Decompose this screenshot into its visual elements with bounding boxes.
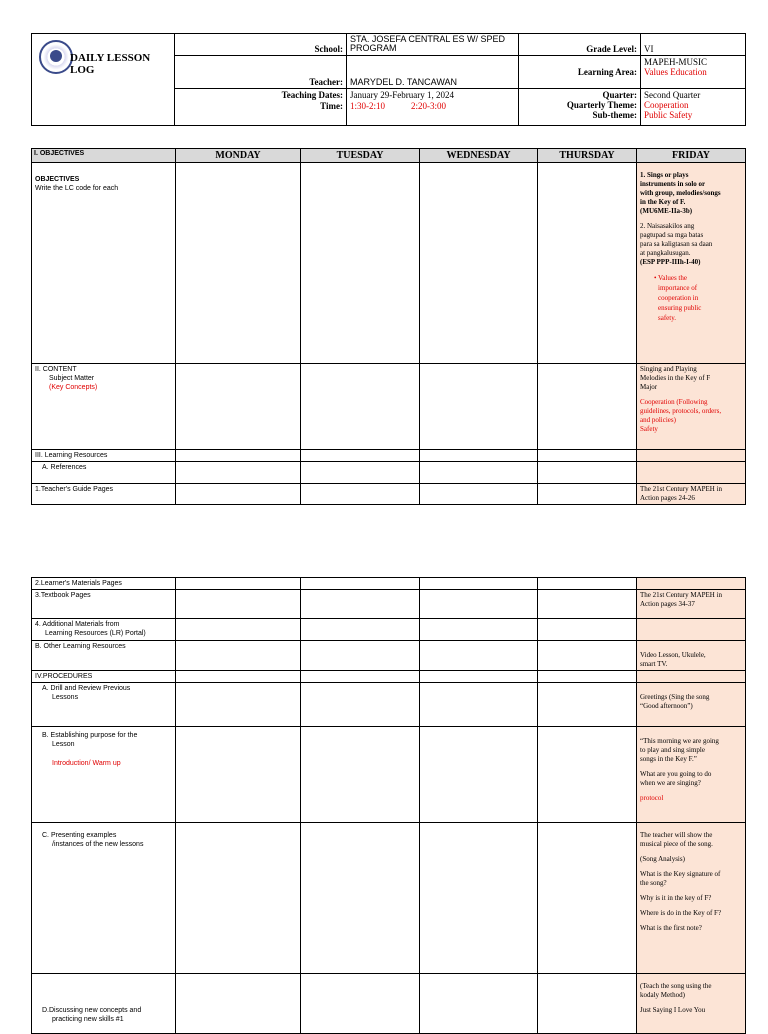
- other-resources-label: B. Other Learning Resources: [32, 641, 176, 671]
- friday-textbook-pages: The 21st Century MAPEH in Action pages 34-37: [637, 590, 746, 619]
- thursday-header: THURSDAY: [538, 149, 637, 163]
- friday-header: FRIDAY: [637, 149, 746, 163]
- school-value: STA. JOSEFA CENTRAL ES W/ SPED PROGRAM: [347, 34, 519, 56]
- objectives-label-cell: OBJECTIVES Write the LC code for each: [32, 163, 176, 364]
- lm-pages-label: 2.Learner's Materials Pages: [32, 578, 176, 590]
- tuesday-header: TUESDAY: [301, 149, 420, 163]
- grade-label: Grade Level:: [519, 34, 641, 56]
- dates-time-label: Teaching Dates: Time:: [175, 89, 347, 126]
- friday-other-resources: Video Lesson, Ukulele, smart TV.: [637, 641, 746, 671]
- logo-cell: [32, 34, 175, 126]
- discussing-concepts-label: D.Discussing new concepts and practicing new skills #1: [32, 974, 176, 1034]
- dates-time-value: January 29-February 1, 2024 1:30-2:10 2:20-3:00: [347, 89, 519, 126]
- wednesday-header: WEDNESDAY: [420, 149, 538, 163]
- document-title: DAILY LESSON LOG: [70, 52, 151, 76]
- friday-drill-review: Greetings (Sing the song “Good afternoon”): [637, 683, 746, 727]
- header-table: [31, 33, 746, 126]
- area-label: Learning Area:: [519, 56, 641, 89]
- presenting-examples-label: C. Presenting examples /instances of the new lessons: [32, 823, 176, 974]
- friday-discussing: (Teach the song using the kodaly Method) Just Saying I Love You: [637, 974, 746, 1034]
- area-value: MAPEH-MUSIC Values Education: [641, 56, 746, 89]
- monday-header: MONDAY: [176, 149, 301, 163]
- additional-materials-label: 4. Additional Materials from Learning Resources (LR) Portal): [32, 619, 176, 641]
- school-label: School:: [175, 34, 347, 56]
- drill-review-label: A. Drill and Review Previous Lessons: [32, 683, 176, 727]
- friday-presenting: The teacher will show the musical piece of the song. (Song Analysis) What is the Key signature of the song? Why is it in the key of F? Where is do in the Key of F? What is the first note?: [637, 823, 746, 974]
- friday-tg-pages: The 21st Century MAPEH in Action pages 24-26: [637, 484, 746, 505]
- content-label-cell: II. CONTENT Subject Matter (Key Concepts): [32, 364, 176, 450]
- lesson-table-page2: [31, 577, 746, 1034]
- textbook-pages-label: 3.Textbook Pages: [32, 590, 176, 619]
- purpose-label: B. Establishing purpose for the Lesson Introduction/ Warm up: [32, 727, 176, 823]
- friday-objectives: 1. Sings or plays instruments in solo or with group, melodies/songs in the Key of F. (MU6ME-IIa-3b) 2. Naisasakilos ang pagtupad sa mga batas para sa kaligtasan sa daan at pangkalusugan. (ESP PPP-IIIh-I-40) • Values the importance of cooperation in ensuring public safety.: [637, 163, 746, 364]
- objectives-header: I. OBJECTIVES: [32, 149, 176, 163]
- procedures-label: IV.PROCEDURES: [32, 671, 176, 683]
- friday-purpose: “This morning we are going to play and sing simple songs in the Key F.” What are you going to do when we are singing? protocol: [637, 727, 746, 823]
- references-label: A. References: [32, 462, 176, 484]
- teacher-value: MARYDEL D. TANCAWAN: [347, 56, 519, 89]
- deped-seal-icon: [39, 40, 73, 74]
- quarter-theme-label: Quarter: Quarterly Theme: Sub-theme:: [519, 89, 641, 126]
- learning-resources-label: III. Learning Resources: [32, 450, 176, 462]
- friday-content: Singing and Playing Melodies in the Key of F Major Cooperation (Following guidelines, protocols, orders, and policies) Safety: [637, 364, 746, 450]
- quarter-theme-value: Second Quarter Cooperation Public Safety: [641, 89, 746, 126]
- grade-value: VI: [641, 34, 746, 56]
- teacher-label: Teacher:: [175, 56, 347, 89]
- lesson-table-page1: [31, 148, 746, 505]
- tg-pages-label: 1.Teacher's Guide Pages: [32, 484, 176, 505]
